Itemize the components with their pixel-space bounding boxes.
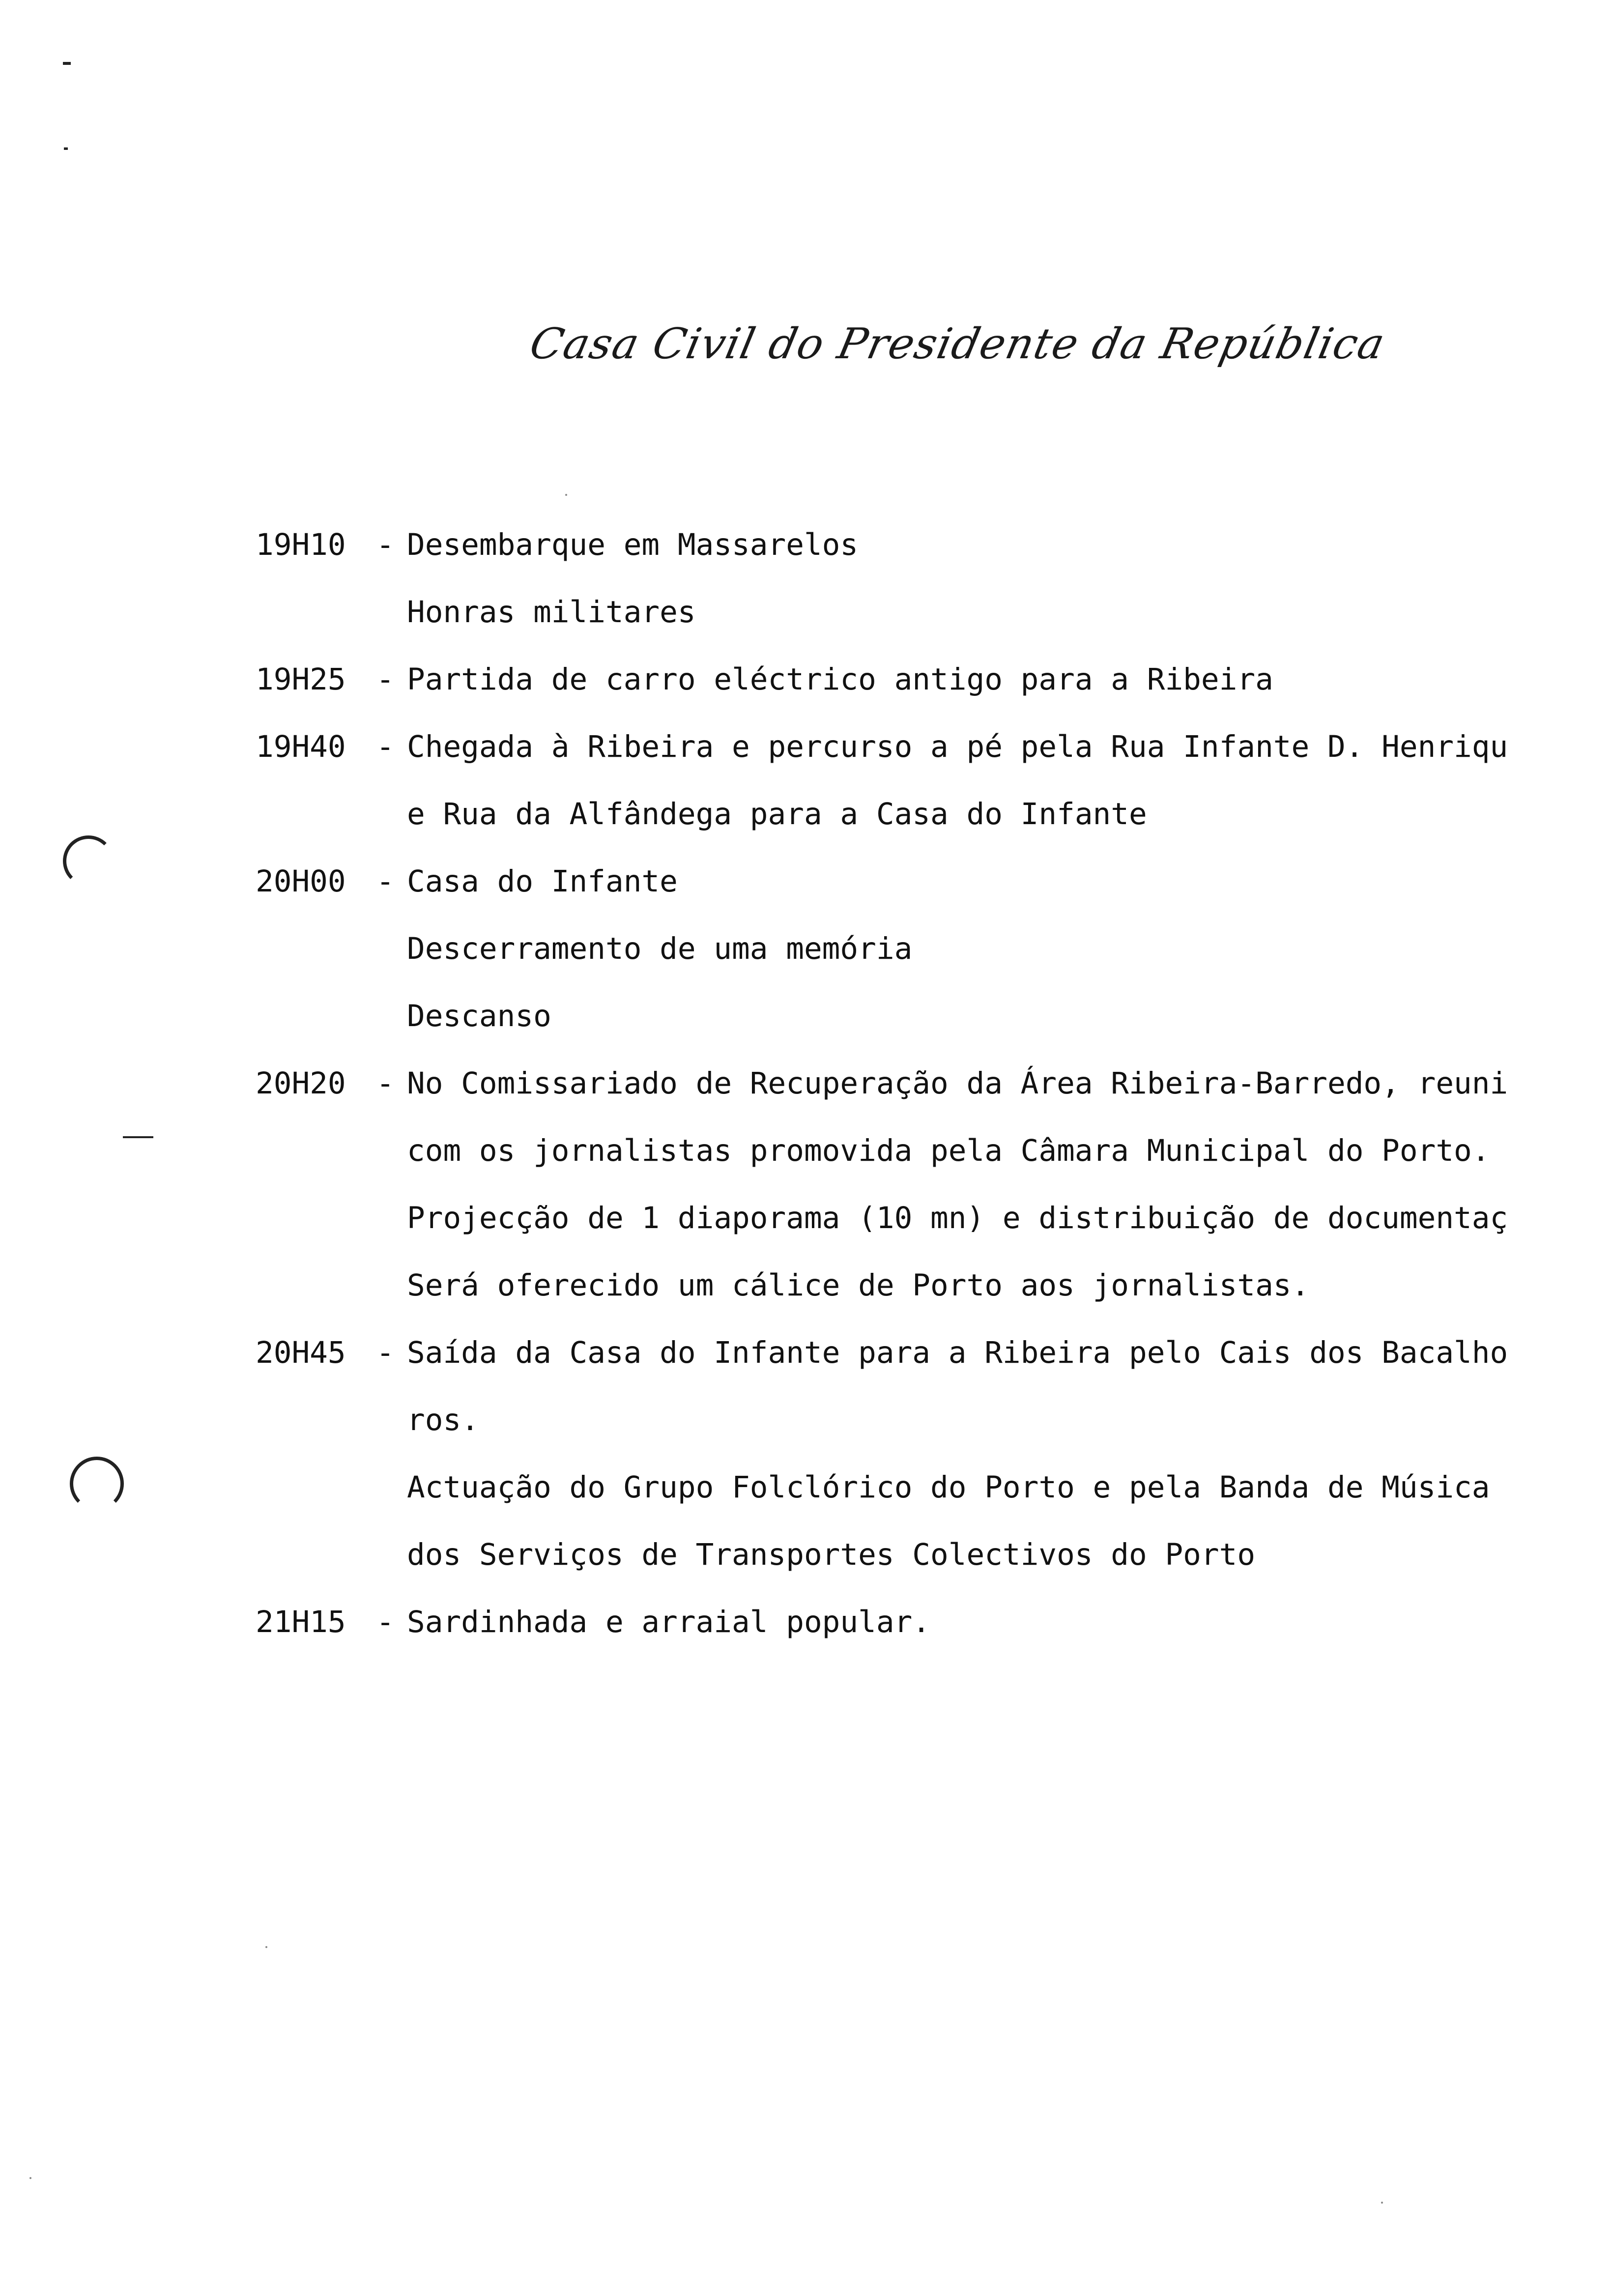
schedule-list	[256, 511, 1612, 1656]
schedule-text: Será oferecido um cálice de Porto aos jornalistas.	[407, 1268, 1310, 1303]
schedule-entry	[256, 511, 1612, 646]
schedule-line	[256, 1319, 1612, 1386]
schedule-line	[256, 578, 1612, 646]
schedule-entry	[256, 646, 1612, 713]
letterhead: Casa Civil do Presidente da República	[525, 319, 1390, 369]
scan-mark	[63, 62, 71, 65]
schedule-text: Chegada à Ribeira e percurso a pé pela Rua Infante D. Henriqu	[407, 729, 1508, 764]
schedule-line	[256, 646, 1612, 713]
schedule-dash: -	[376, 527, 395, 562]
scan-speck	[565, 494, 567, 496]
schedule-line	[256, 1521, 1612, 1588]
schedule-time: 20H00	[256, 864, 346, 899]
schedule-dash: -	[376, 1066, 395, 1101]
schedule-text: ros.	[407, 1403, 479, 1437]
punch-hole-mark	[70, 1457, 124, 1511]
schedule-text: dos Serviços de Transportes Colectivos do Porto	[407, 1537, 1256, 1572]
schedule-time: 19H25	[256, 662, 346, 697]
schedule-line	[256, 780, 1612, 848]
schedule-dash: -	[376, 729, 395, 764]
schedule-text: Actuação do Grupo Folclórico do Porto e pela Banda de Música	[407, 1470, 1490, 1505]
schedule-entry	[256, 848, 1612, 1050]
schedule-text: Casa do Infante	[407, 864, 678, 899]
schedule-entry	[256, 1588, 1612, 1656]
schedule-dash: -	[376, 1605, 395, 1639]
schedule-line	[256, 1454, 1612, 1521]
schedule-line	[256, 848, 1612, 915]
schedule-line	[256, 1386, 1612, 1454]
schedule-text: No Comissariado de Recuperação da Área Ribeira-Barredo, reuni	[407, 1066, 1508, 1101]
scan-mark	[123, 1136, 153, 1138]
schedule-text: Honras militares	[407, 595, 696, 630]
scan-speck	[1381, 2202, 1383, 2204]
schedule-entry	[256, 713, 1612, 848]
schedule-dash: -	[376, 864, 395, 899]
schedule-text: com os jornalistas promovida pela Câmara Municipal do Porto.	[407, 1133, 1490, 1168]
schedule-line	[256, 1252, 1612, 1319]
schedule-line	[256, 1117, 1612, 1184]
schedule-text: Partida de carro eléctrico antigo para a Ribeira	[407, 662, 1273, 697]
scan-mark	[64, 147, 68, 150]
punch-hole-mark	[63, 835, 114, 887]
schedule-dash: -	[376, 1335, 395, 1370]
schedule-text: Descanso	[407, 999, 551, 1033]
schedule-line	[256, 1050, 1612, 1117]
scan-speck	[29, 2177, 31, 2179]
schedule-line	[256, 1184, 1612, 1252]
schedule-line	[256, 915, 1612, 982]
schedule-dash: -	[376, 662, 395, 697]
schedule-entry	[256, 1319, 1612, 1588]
schedule-text: Desembarque em Massarelos	[407, 527, 859, 562]
schedule-entry	[256, 1050, 1612, 1319]
scan-speck	[265, 1946, 267, 1948]
schedule-text: Projecção de 1 diaporama (10 mn) e distribuição de documentaç	[407, 1201, 1508, 1235]
schedule-text: Saída da Casa do Infante para a Ribeira pelo Cais dos Bacalho	[407, 1335, 1508, 1370]
schedule-time: 19H10	[256, 527, 346, 562]
schedule-time: 20H45	[256, 1335, 346, 1370]
schedule-time: 21H15	[256, 1605, 346, 1639]
schedule-line	[256, 982, 1612, 1050]
schedule-time: 19H40	[256, 729, 346, 764]
schedule-text: e Rua da Alfândega para a Casa do Infante	[407, 797, 1147, 832]
schedule-line	[256, 511, 1612, 578]
schedule-text: Sardinhada e arraial popular.	[407, 1605, 931, 1639]
schedule-line	[256, 1588, 1612, 1656]
schedule-time: 20H20	[256, 1066, 346, 1101]
schedule-text: Descerramento de uma memória	[407, 931, 913, 966]
schedule-line	[256, 713, 1612, 780]
